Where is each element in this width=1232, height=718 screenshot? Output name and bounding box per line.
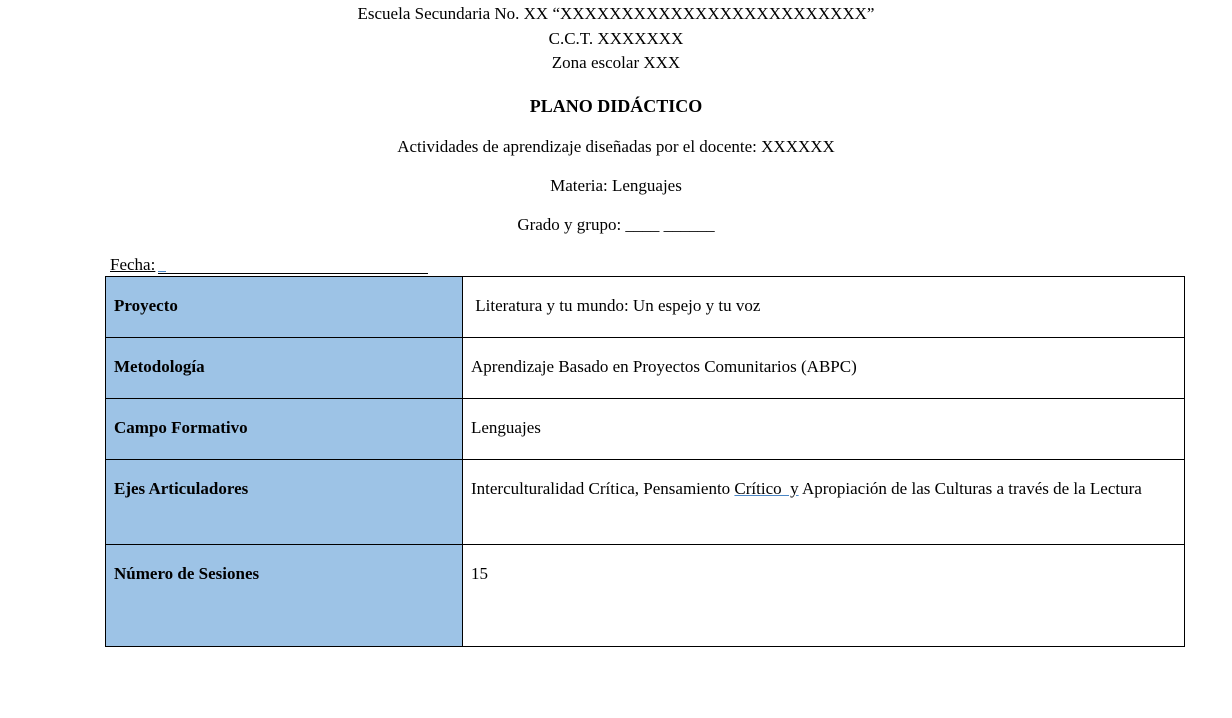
- school-cct: C.C.T. XXXXXXX: [548, 29, 684, 48]
- row-label: Campo Formativo: [114, 418, 248, 437]
- row-label-cell: [106, 545, 463, 647]
- row-label-cell: [106, 399, 463, 460]
- row-label: Metodología: [114, 357, 205, 376]
- row-value-cell: [463, 338, 1185, 399]
- row-value-before: Interculturalidad Crítica, Pensamiento: [471, 479, 735, 498]
- row-value-cell: [463, 545, 1185, 647]
- fecha-label: Fecha:: [110, 255, 156, 274]
- row-value: 15: [471, 564, 488, 583]
- grade-line: Grado y grupo: ____ ______: [517, 215, 715, 234]
- table-row: [106, 338, 1185, 399]
- row-label-cell: [106, 277, 463, 338]
- row-label: Ejes Articuladores: [114, 479, 249, 498]
- row-label-cell: [106, 460, 463, 545]
- row-value: Literatura y tu mundo: Un espejo y tu voz: [471, 296, 761, 315]
- activities-line: Actividades de aprendizaje diseñadas por el docente: XXXXXX: [397, 137, 835, 156]
- fecha-blank-line: [158, 273, 428, 274]
- row-label-cell: [106, 338, 463, 399]
- row-value-after: Apropiación de las Culturas a través de la Lectura: [798, 479, 1142, 498]
- school-zone: Zona escolar XXX: [551, 53, 681, 72]
- row-value-cell: [463, 399, 1185, 460]
- row-value-cell: [463, 277, 1185, 338]
- plan-table: [105, 276, 1185, 647]
- row-value: Aprendizaje Basado en Proyectos Comunitarios (ABPC): [471, 357, 857, 376]
- table-row: [106, 545, 1185, 647]
- row-value-cell: [463, 460, 1185, 545]
- subject-line: Materia: Lenguajes: [550, 176, 682, 195]
- table-row: [106, 277, 1185, 338]
- table-row: [106, 399, 1185, 460]
- spellcheck-underlined-text: Crítico y: [734, 479, 799, 498]
- document-title: PLANO DIDÁCTICO: [529, 96, 703, 116]
- row-label: Proyecto: [114, 296, 178, 315]
- table-row: [106, 460, 1185, 545]
- row-label: Número de Sesiones: [114, 564, 260, 583]
- row-value: Lenguajes: [471, 418, 541, 437]
- fecha-accent-mark: [158, 271, 166, 272]
- row-value: [471, 460, 1176, 501]
- school-name: Escuela Secundaria No. XX “XXXXXXXXXXXXXXXXXXXXXXXXX”: [357, 4, 875, 23]
